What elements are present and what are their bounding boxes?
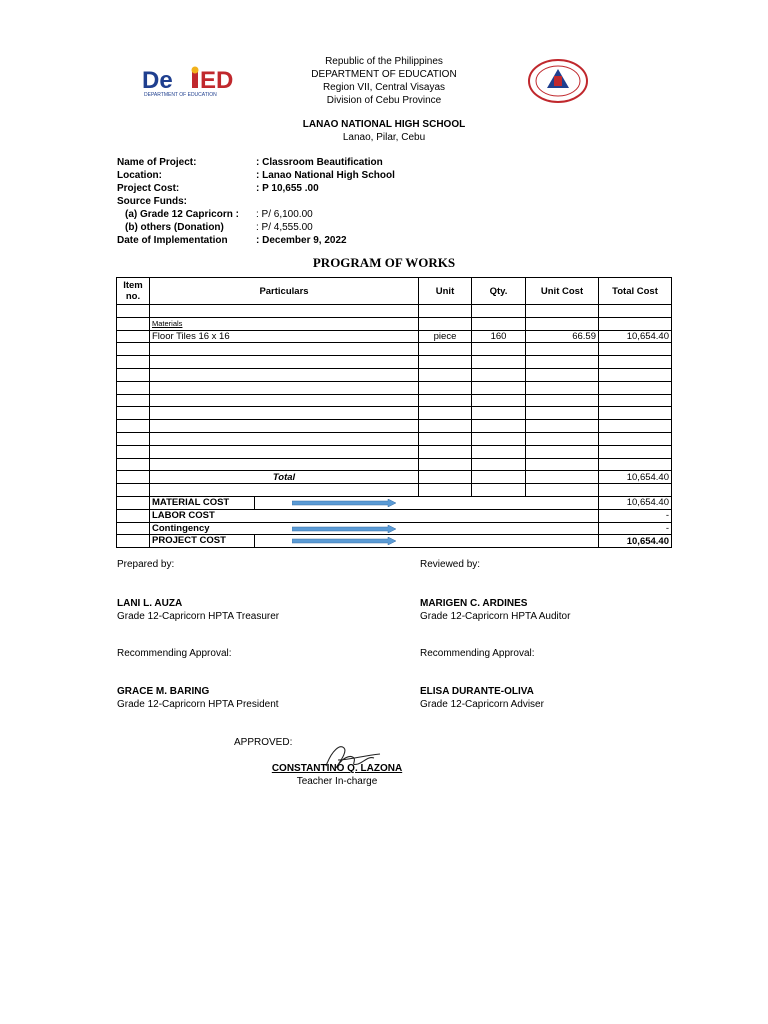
fund-a-value: : P/ 6,100.00 <box>256 209 313 220</box>
table-header-row <box>117 278 672 305</box>
summary-row-contingency <box>117 522 672 535</box>
item-unit: piece <box>419 330 472 343</box>
table-row <box>117 432 672 445</box>
header-republic: Republic of the Philippines <box>325 56 443 67</box>
header-particulars: Particulars <box>150 278 419 305</box>
arrow-icon <box>292 499 396 507</box>
total-label: Total <box>150 471 419 484</box>
item-qty: 160 <box>472 330 526 343</box>
approver-title: Teacher In-charge <box>296 776 378 787</box>
total-value: 10,654.40 <box>599 471 672 484</box>
table-row <box>117 330 672 343</box>
approved-label: APPROVED: <box>234 737 293 748</box>
recommending-approval-label-1: Recommending Approval: <box>117 648 232 659</box>
deped-logo-subtext: DEPARTMENT OF EDUCATION <box>144 92 217 98</box>
table-row <box>117 356 672 369</box>
contingency-label: Contingency <box>152 522 210 534</box>
contingency-value: - <box>599 522 672 535</box>
svg-text:De: De <box>142 67 173 94</box>
item-unit-cost: 66.59 <box>526 330 599 343</box>
fund-b-value: : P/ 4,555.00 <box>256 222 313 233</box>
summary-row-labor <box>117 509 672 522</box>
material-cost-value: 10,654.40 <box>599 496 672 509</box>
arrow-icon <box>292 537 396 545</box>
header-item-no: Item no. <box>117 278 150 305</box>
recommender-1-title: Grade 12-Capricorn HPTA President <box>117 699 279 710</box>
header-unit-cost: Unit Cost <box>526 278 599 305</box>
materials-label: Materials <box>150 317 419 330</box>
project-cost-label: Project Cost: <box>117 183 180 194</box>
project-cost-row-value: 10,654.40 <box>599 535 672 548</box>
table-row <box>117 420 672 433</box>
header-region: Region VII, Central Visayas <box>322 82 446 93</box>
table-row <box>117 458 672 471</box>
project-name-value: : Classroom Beautification <box>256 157 383 168</box>
labor-cost-label: LABOR COST <box>150 509 599 522</box>
document-title: PROGRAM OF WORKS <box>312 255 456 270</box>
summary-row-project <box>117 535 672 548</box>
program-of-works-table <box>116 277 672 548</box>
school-name: LANAO NATIONAL HIGH SCHOOL <box>302 119 466 130</box>
reviewer-title: Grade 12-Capricorn HPTA Auditor <box>420 611 571 622</box>
table-row <box>117 445 672 458</box>
project-info-values <box>256 156 395 247</box>
source-funds-label: Source Funds: <box>117 196 188 207</box>
fund-b-label: (b) others (Donation) <box>125 222 224 233</box>
project-info-labels <box>117 156 239 247</box>
header-qty: Qty. <box>472 278 526 305</box>
preparer-name: LANI L. AUZA <box>117 598 183 609</box>
fund-a-label: (a) Grade 12 Capricorn : <box>125 209 239 220</box>
project-cost-value: : P 10,655 .00 <box>256 183 319 194</box>
recommender-2-name: ELISA DURANTE-OLIVA <box>420 686 534 697</box>
date-label: Date of Implementation <box>117 235 228 246</box>
recommending-approval-label-2: Recommending Approval: <box>420 648 535 659</box>
approver-name: CONSTANTINO Q. LAZONA <box>271 763 403 774</box>
header-division: Division of Cebu Province <box>326 95 442 106</box>
table-row <box>117 484 672 497</box>
summary-row-material <box>117 496 672 509</box>
material-cost-label: MATERIAL COST <box>150 497 255 509</box>
table-row <box>117 381 672 394</box>
date-value: : December 9, 2022 <box>256 235 347 246</box>
school-address: Lanao, Pilar, Cebu <box>342 132 426 143</box>
header-unit: Unit <box>419 278 472 305</box>
table-row <box>117 317 672 330</box>
item-particular: Floor Tiles 16 x 16 <box>150 330 419 343</box>
location-label: Location: <box>117 170 162 181</box>
table-row <box>117 368 672 381</box>
location-value: : Lanao National High School <box>256 170 395 181</box>
table-row <box>117 343 672 356</box>
preparer-title: Grade 12-Capricorn HPTA Treasurer <box>117 611 280 622</box>
project-cost-row-label: PROJECT COST <box>150 535 255 547</box>
recommender-2-title: Grade 12-Capricorn Adviser <box>420 699 544 710</box>
project-name-label: Name of Project: <box>117 157 197 168</box>
table-row <box>117 407 672 420</box>
prepared-by-label: Prepared by: <box>117 559 175 570</box>
total-row <box>117 471 672 484</box>
reviewer-name: MARIGEN C. ARDINES <box>420 598 528 609</box>
labor-cost-value: - <box>599 509 672 522</box>
table-row <box>117 305 672 318</box>
header-total-cost: Total Cost <box>599 278 672 305</box>
item-total: 10,654.40 <box>599 330 672 343</box>
table-row <box>117 394 672 407</box>
arrow-icon <box>292 525 396 533</box>
reviewed-by-label: Reviewed by: <box>420 559 481 570</box>
svg-text:ED: ED <box>200 67 234 94</box>
recommender-1-name: GRACE M. BARING <box>117 686 210 697</box>
header-department: DEPARTMENT OF EDUCATION <box>311 69 457 80</box>
